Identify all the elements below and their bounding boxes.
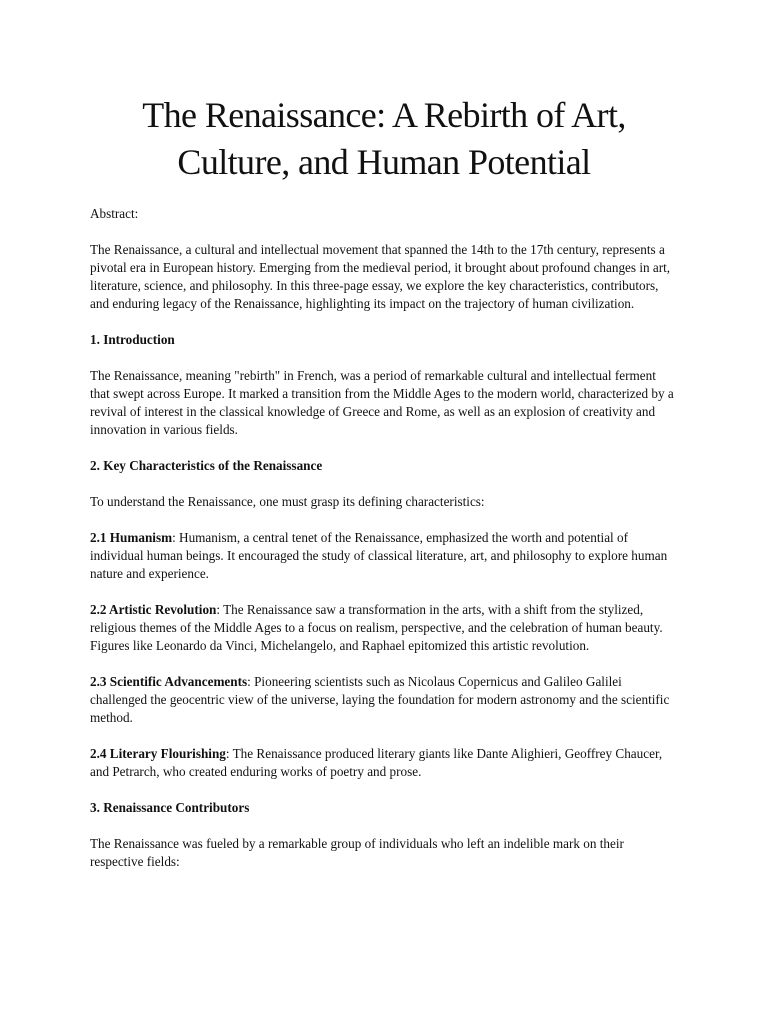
section-heading-contributors: 3. Renaissance Contributors [90,800,250,815]
subsection-text: : Pioneering scientists such as Nicolaus Copernicus and Galileo Galilei challenged the geocentric view of the universe, laying the foundation for modern astronomy and the scientific method. [90,674,670,725]
section-text-contributors: The Renaissance was fueled by a remarkable group of individuals who left an indelible mark on their respective fields: [90,836,624,869]
subsection-label: 2.1 Humanism [90,530,173,545]
subsection-text: : The Renaissance saw a transformation in the arts, with a shift from the stylized, religious themes of the Middle Ages to a focus on realism, perspective, and the celebration of human beauty. Figures like Leonardo da Vinci, Michelangelo, and Raphael epitomized this artistic revolution. [90,602,663,653]
page-title-line-1: The Renaissance: A Rebirth of Art, [142,95,626,135]
abstract-text: The Renaissance, a cultural and intellectual movement that spanned the 14th to the 17th century, represents a pivotal era in European history. Emerging from the medieval period, it brought about profound changes in art, literature, science, and philosophy. In this three-page essay, we explore the key characteristics, contributors, and enduring legacy of the Renaissance, highlighting its impact on the trajectory of human civilization. [90,242,671,311]
subsection-label: 2.3 Scientific Advancements [90,674,248,689]
subsection-literary-flourishing [90,745,678,781]
section-intro-key-characteristics: To understand the Renaissance, one must grasp its defining characteristics: [90,494,485,509]
section-heading-introduction: 1. Introduction [90,332,175,347]
subsection-humanism [90,529,678,583]
page-title [90,92,678,186]
subsection-artistic-revolution [90,601,678,655]
subsection-label: 2.2 Artistic Revolution [90,602,217,617]
subsection-text: : Humanism, a central tenet of the Renaissance, emphasized the worth and potential of individual human beings. It encouraged the study of classical literature, art, and philosophy to explore human nature and experience. [90,530,668,581]
subsection-text: : The Renaissance produced literary giants like Dante Alighieri, Geoffrey Chaucer, and Petrarch, who created enduring works of poetry and prose. [90,746,663,779]
section-text-introduction: The Renaissance, meaning "rebirth" in French, was a period of remarkable cultural and intellectual ferment that swept across Europe. It marked a transition from the Middle Ages to the modern world, characterized by a revival of interest in the classical knowledge of Greece and Rome, as well as an explosion of creativity and innovation in various fields. [90,368,674,437]
abstract-label: Abstract: [90,206,139,221]
page-title-line-2: Culture, and Human Potential [177,142,591,182]
subsection-scientific-advancements [90,673,678,727]
section-heading-key-characteristics: 2. Key Characteristics of the Renaissance [90,458,323,473]
subsection-label: 2.4 Literary Flourishing [90,746,226,761]
